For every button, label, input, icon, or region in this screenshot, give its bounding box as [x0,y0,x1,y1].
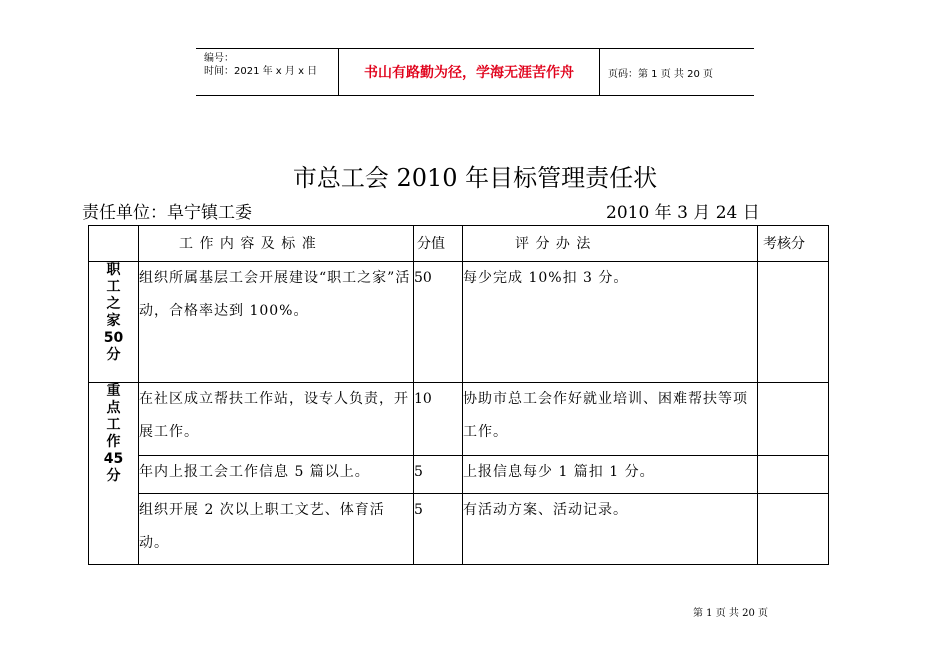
assessment-cell [758,494,829,565]
content-cell: 组织开展 2 次以上职工文艺、体育活动。 [139,494,414,565]
header-category-cell [89,226,139,262]
category-cell [89,262,139,383]
category-char: 之 [106,296,121,312]
method-cell: 上报信息每少 1 篇扣 1 分。 [463,456,758,494]
category-char: 45 [103,451,124,467]
category-cell [89,383,139,565]
table-row [89,383,829,456]
table-row [89,456,829,494]
responsibility-table [88,225,829,565]
header-method: 评 分 办 法 [463,226,758,262]
category-char: 工 [106,417,121,433]
page-header [196,48,754,96]
time-label: 时间：2021 年 x 月 x 日 [204,66,318,77]
method-cell: 有活动方案、活动记录。 [463,494,758,565]
category-char: 分 [106,468,121,484]
category-char: 作 [106,434,121,450]
header-page-info: 页码：第 1 页 共 20 页 [608,68,713,80]
header-motto: 书山有路勤为径，学海无涯苦作舟 [339,49,600,95]
responsible-unit: 责任单位：阜宁镇工委 [82,203,252,223]
category-char: 分 [106,347,121,363]
score-cell: 50 [414,262,463,383]
header-score: 分值 [414,226,463,262]
header-meta [196,49,339,95]
assessment-cell [758,456,829,494]
category-char: 点 [106,400,121,416]
table-header-row [89,226,829,262]
score-cell: 5 [414,456,463,494]
score-cell: 5 [414,494,463,565]
document-date: 2010 年 3 月 24 日 [606,203,760,223]
header-assessment: 考核分 [758,226,829,262]
assessment-cell [758,383,829,456]
content-cell: 在社区成立帮扶工作站，设专人负责，开展工作。 [139,383,414,456]
table-row [89,494,829,565]
page-footer: 第 1 页 共 20 页 [693,608,768,619]
document-title: 市总工会 2010 年目标管理责任状 [292,164,658,192]
category-char: 50 [103,330,124,346]
method-cell: 每少完成 10%扣 3 分。 [463,262,758,383]
header-content: 工 作 内 容 及 标 准 [139,226,414,262]
number-label: 编号： [204,53,234,64]
method-cell: 协助市总工会作好就业培训、困难帮扶等项工作。 [463,383,758,456]
content-cell: 组织所属基层工会开展建设“职工之家”活动，合格率达到 100%。 [139,262,414,383]
category-char: 家 [106,313,121,329]
category-char: 职 [106,262,121,278]
score-cell: 10 [414,383,463,456]
content-cell: 年内上报工会工作信息 5 篇以上。 [139,456,414,494]
table-row [89,262,829,383]
category-char: 重 [106,383,121,399]
assessment-cell [758,262,829,383]
category-char: 工 [106,279,121,295]
